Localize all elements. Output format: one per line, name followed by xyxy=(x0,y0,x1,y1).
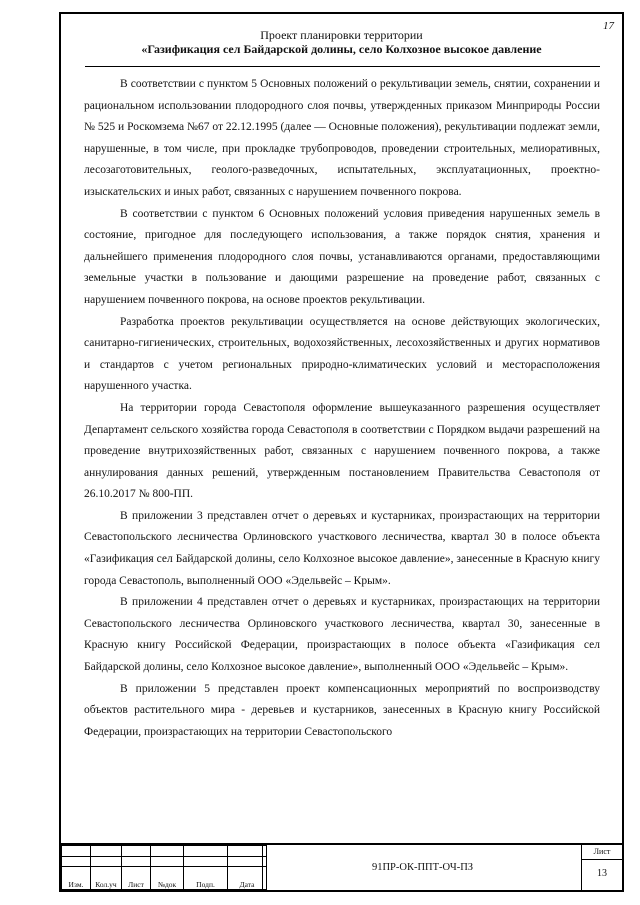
document-code: 91ПР-ОК-ППТ-ОЧ-ПЗ xyxy=(371,862,474,873)
paragraph: На территории города Севастополя оформление вышеуказанного разрешения осуществляет Департамент сельского хозяйства города Севастополя в соответствии с Порядком выдачи разрешений на проведение внутрихозяйственных работ, связанных с нарушением почвенного покрова, а также аннулирования данных решений, утвержденным постановлением Правительства Севастополя от 26.10.2017 № 800-ПП. xyxy=(84,401,600,501)
document-header xyxy=(61,28,622,56)
paragraph: В соответствии с пунктом 6 Основных положений условия приведения нарушенных земель в состояние, пригодное для последующего использования, а также порядок снятия, хранения и дальнейшего применения плодородного слоя почвы, устанавливаются органами, предоставляющими земельные участки в пользование и дающими разрешение на проведение работ, связанных с нарушением почвенного покрова, на основе проектов рекультивации. xyxy=(84,207,600,306)
stamp-col-list: Лист xyxy=(122,867,151,890)
page-frame xyxy=(59,12,624,892)
stamp-col-ndok: №док xyxy=(151,867,184,890)
stamp-col-izm: Изм. xyxy=(62,867,91,890)
stamp-col-kol: Кол.уч xyxy=(91,867,122,890)
stamp-col-data: Дата xyxy=(228,867,267,890)
sheet-number: 13 xyxy=(597,868,607,879)
paragraph: В приложении 4 представлен отчет о деревьях и кустарниках, произрастающих на территории Севастопольского лесничества Орлиновского участкового лесничества, квартал 30, занесенные в Красную книгу Российской Федерации, произрастающих в полосе объекта «Газификация сел Байдарской долины, село Колхозное высокое давление», выполненный ООО «Эдельвейс – Крым». xyxy=(84,596,600,674)
header-project-name: «Газификация сел Байдарской долины, село Колхозное высокое давление xyxy=(141,42,542,56)
header-title: Проект планировки территории xyxy=(260,28,423,42)
paragraph: В приложении 5 представлен проект компенсационных мероприятий по воспроизводству объектов растительного мира - деревьев и кустарников, занесенных в Красную книгу Российской Федерации, произрастающих на территории Севастопольского xyxy=(84,682,600,738)
stamp-col-podp: Подп. xyxy=(184,867,228,890)
sheet-label: Лист xyxy=(582,845,622,860)
sheet-cell xyxy=(581,845,622,890)
paragraph: Разработка проектов рекультивации осуществляется на основе действующих экологических, санитарно-гигиенических, строительных, водохозяйственных, лесохозяйственных и других нормативов и стандартов с учетом региональных природно-климатических условий и месторасположения нарушенного участка. xyxy=(84,315,600,393)
document-code-cell xyxy=(262,845,582,890)
document-body xyxy=(84,74,600,743)
header-divider xyxy=(85,66,600,67)
paragraph: В соответствии с пунктом 5 Основных положений о рекультивации земель, снятии, сохранении и рациональном использовании плодородного слоя почвы, утвержденных приказом Минприроды России № 525 и Роскомзема №67 от 22.12.1995 (далее — Основные положения), рекультивации подлежат земли, нарушенные, в том числе, при прокладке трубопроводов, проведении строительных, мелиоративных, лесозаготовительных, геолого-разведочных, испытательных, эксплуатационных, проектно-изыскательских и иных работ, связанных с нарушением почвенного покрова. xyxy=(84,78,600,198)
corner-page-number: 17 xyxy=(603,20,614,32)
stamp-grid xyxy=(61,845,267,890)
paragraph: В приложении 3 представлен отчет о деревьях и кустарниках, произрастающих на территории Севастопольского лесничества Орлиновского участкового лесничества, квартал 30 в полосе объекта «Газификация сел Байдарской долины, село Колхозное высокое давление», занесенные в Красную книгу города Севастополь, выполненный ООО «Эдельвейс – Крым». xyxy=(84,509,600,587)
title-block-stamp xyxy=(61,843,622,890)
